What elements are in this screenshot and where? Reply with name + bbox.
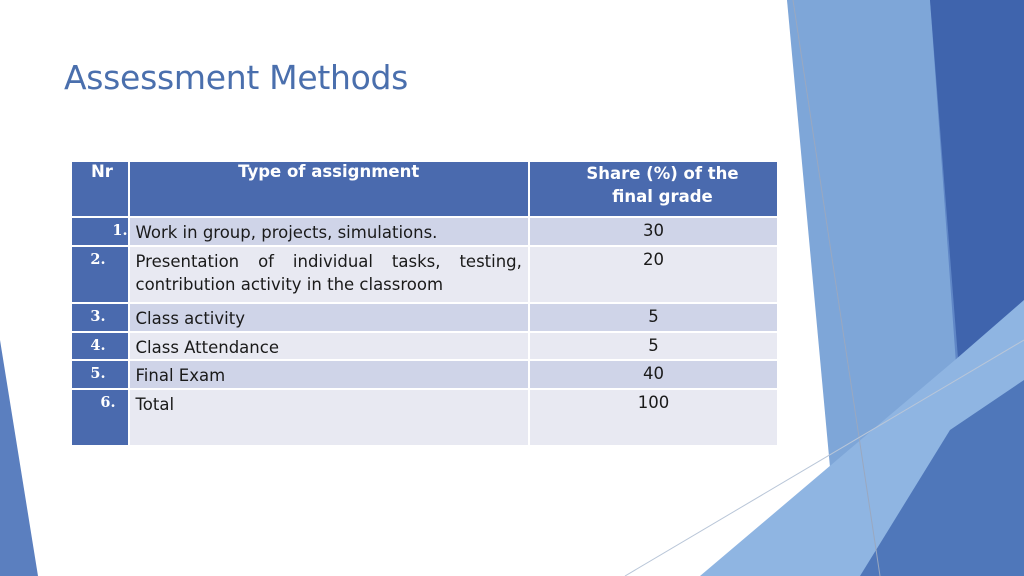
row-share: 40 [529,360,778,389]
row-share: 5 [529,332,778,360]
row-share: 5 [529,303,778,332]
row-nr: 6. [71,389,129,446]
header-share [529,161,778,217]
row-type: Class activity [129,303,529,332]
header-share-line1: Share (%) of the [586,164,739,183]
table-row [71,332,778,360]
row-type: Work in group, projects, simulations. [129,217,529,246]
left-accent-shape [0,340,38,576]
table-row [71,303,778,332]
row-share: 30 [529,217,778,246]
assessment-table [70,160,779,447]
header-nr: Nr [71,161,129,217]
row-type: Final Exam [129,360,529,389]
header-share-line2: final grade [612,187,713,206]
header-type: Type of assignment [129,161,529,217]
row-nr: 2. [71,246,129,303]
table-header-row [71,161,778,217]
row-share: 20 [529,246,778,303]
slide-title: Assessment Methods [64,58,409,97]
row-type: Presentation of individual tasks, testing, contribution activity in the classroom [129,246,529,303]
row-nr: 5. [71,360,129,389]
row-type: Total [129,389,529,446]
table-row [71,217,778,246]
row-type: Class Attendance [129,332,529,360]
row-nr: 1. [71,217,129,246]
table-row [71,389,778,446]
row-share: 100 [529,389,778,446]
table-row [71,360,778,389]
table-row [71,246,778,303]
row-nr: 3. [71,303,129,332]
row-nr: 4. [71,332,129,360]
